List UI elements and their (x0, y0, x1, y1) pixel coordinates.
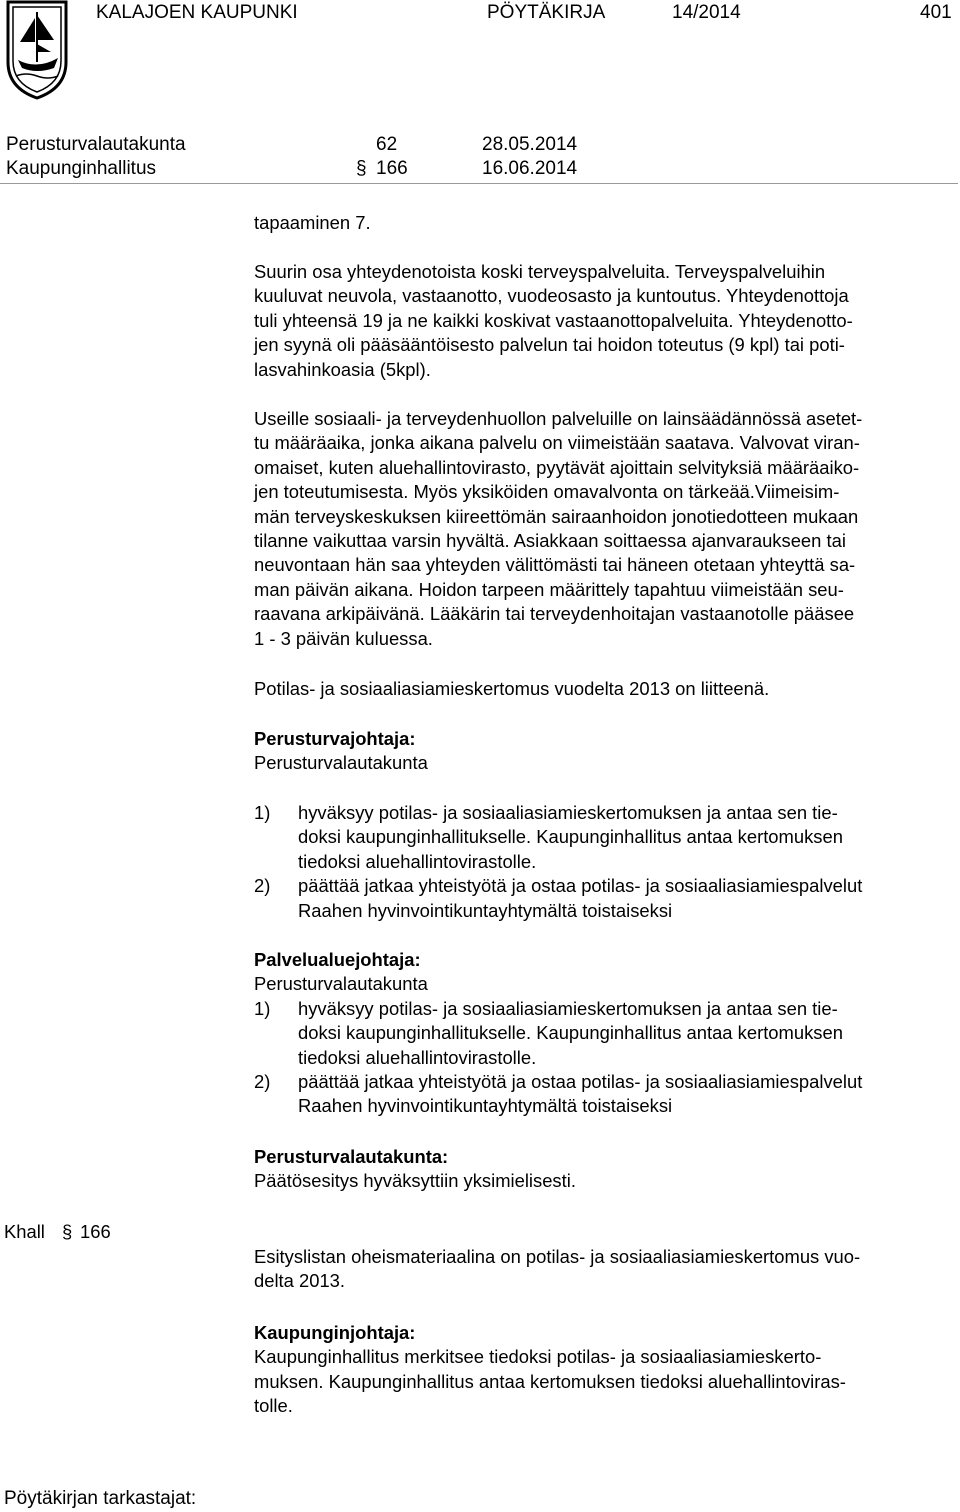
text-line: doksi kaupunginhallitukselle. Kaupunginhallitus antaa kertomuksen (298, 826, 843, 848)
text-line: omaiset, kuten aluehallintovirasto, pyytävät ajoittain selvityksiä määräaiko- (254, 456, 860, 478)
text-line: jen toteutumisesta. Myös yksiköiden omavalvonta on tärkeää.Viimeisim- (254, 481, 840, 503)
proposal-item (254, 874, 954, 923)
mayor-heading: Kaupunginjohtaja: (254, 1322, 416, 1343)
paragraph-timelines (254, 407, 954, 651)
document-type: PÖYTÄKIRJA (487, 2, 606, 23)
footer-inspectors-label: Pöytäkirjan tarkastajat: (4, 1488, 197, 1509)
meta-body: Perusturvalautakunta (6, 134, 186, 155)
text-line: päättää jatkaa yhteistyötä ja ostaa potilas- ja sosiaaliasiamiespalvelut (298, 1071, 863, 1093)
text-line: Kaupunginhallitus merkitsee tiedoksi potilas- ja sosiaaliasiamieskerto- (254, 1346, 822, 1368)
text-line: lasvahinkoasia (5kpl). (254, 358, 431, 380)
proposal-item (254, 1070, 954, 1119)
proposal-director-items (254, 801, 954, 923)
text-line: Raahen hyvinvointikuntayhtymältä toistaiseksi (298, 899, 673, 921)
proposal-recipient: Perusturvalautakunta (254, 752, 428, 774)
municipality-name: KALAJOEN KAUPUNKI (96, 2, 298, 23)
document-number: 14/2014 (672, 2, 741, 23)
proposal-director (254, 727, 954, 776)
meta-section: 62 (376, 134, 398, 155)
text-line: tapaaminen 7. (254, 212, 371, 233)
proposal-area-director (254, 948, 954, 1119)
coat-of-arms-logo (4, 0, 70, 100)
text-line: 1 - 3 päivän kuluessa. (254, 627, 433, 649)
paragraph-attachment (254, 677, 954, 701)
khall-section-number: 166 (80, 1221, 111, 1242)
text-line: tiedoksi aluehallintovirastolle. (298, 850, 537, 872)
header-divider (0, 183, 958, 184)
text-line: Suurin osa yhteydenotoista koski terveyspalveluita. Terveyspalveluihin (254, 261, 826, 282)
text-line: muksen. Kaupunginhallitus antaa kertomuksen tiedoksi aluehallintoviras- (254, 1370, 846, 1392)
paragraph-contacts (254, 260, 954, 382)
text-line: kuuluvat neuvola, vastaanotto, vuodeosasto ja kuntoutus. Yhteydenottoja (254, 285, 849, 307)
text-line: man päivän aikana. Hoidon tarpeen määrittely tapahtuu viimeistään seu- (254, 578, 844, 600)
section-symbol: § (356, 158, 367, 179)
item-number: 2) (254, 875, 271, 897)
meta-section: 166 (376, 158, 408, 179)
text-line: tuli yhteensä 19 ja ne kaikki koskivat vastaanottopalveluita. Yhteydenotto- (254, 309, 853, 331)
text-line: män terveyskeskuksen kiireettömän sairaanhoidon jonotiedotteen mukaan (254, 505, 859, 527)
text-line: Potilas- ja sosiaaliasiamieskertomus vuodelta 2013 on liitteenä. (254, 678, 770, 699)
text-line: neuvontaan hän saa yhteyden välittömästi tai häneen otetaan yhteyttä sa- (254, 554, 856, 576)
text-line: tu määräaika, jonka aikana palvelu on viimeistään saatava. Valvovat viran- (254, 432, 860, 454)
item-number: 2) (254, 1071, 271, 1093)
mayor-proposal (254, 1321, 954, 1419)
decision-block (254, 1145, 954, 1194)
text-line: hyväksyy potilas- ja sosiaaliasiamieskertomuksen ja antaa sen tie- (298, 997, 838, 1019)
proposal-heading: Perusturvajohtaja: (254, 728, 416, 749)
text-line: päättää jatkaa yhteistyötä ja ostaa potilas- ja sosiaaliasiamiespalvelut (298, 875, 863, 897)
text-line: jen syynä oli pääsääntöisesto palvelun tai hoidon toteutus (9 kpl) tai poti- (254, 334, 845, 356)
khall-label: Khall (4, 1221, 45, 1242)
decision-heading: Perusturvalautakunta: (254, 1146, 449, 1167)
decision-text: Päätösesitys hyväksyttiin yksimielisesti. (254, 1170, 576, 1192)
section-symbol: § (62, 1221, 73, 1242)
text-line: doksi kaupunginhallitukselle. Kaupunginhallitus antaa kertomuksen (298, 1022, 843, 1044)
meta-body: Kaupunginhallitus (6, 158, 157, 179)
meta-date: 28.05.2014 (482, 134, 578, 155)
text-line: tolle. (254, 1395, 293, 1417)
proposal-recipient: Perusturvalautakunta (254, 973, 428, 995)
text-line: Raahen hyvinvointikuntayhtymältä toistaiseksi (298, 1095, 673, 1117)
text-line: tiedoksi aluehallintovirastolle. (298, 1046, 537, 1068)
item-number: 1) (254, 997, 271, 1019)
khall-paragraph (254, 1245, 954, 1294)
text-line: hyväksyy potilas- ja sosiaaliasiamieskertomuksen ja antaa sen tie- (298, 802, 838, 823)
paragraph-intro (254, 211, 954, 235)
proposal-item (254, 997, 954, 1070)
text-line: raavana arkipäivänä. Lääkärin tai terveydenhoitajan vastaanotolle pääsee (254, 603, 855, 625)
proposal-item (254, 801, 954, 874)
meta-date: 16.06.2014 (482, 158, 578, 179)
text-line: Useille sosiaali- ja terveydenhuollon palveluille on lainsäädännössä asetet- (254, 408, 863, 429)
text-line: delta 2013. (254, 1270, 346, 1292)
proposal-heading: Palvelualuejohtaja: (254, 949, 421, 970)
text-line: tilanne vaikuttaa varsin hyvältä. Asiakkaan soittaessa ajanvaraukseen tai (254, 530, 846, 552)
page-number: 401 (920, 2, 952, 23)
text-line: Esityslistan oheismateriaalina on potilas- ja sosiaaliasiamieskertomus vuo- (254, 1246, 861, 1267)
item-number: 1) (254, 802, 271, 823)
